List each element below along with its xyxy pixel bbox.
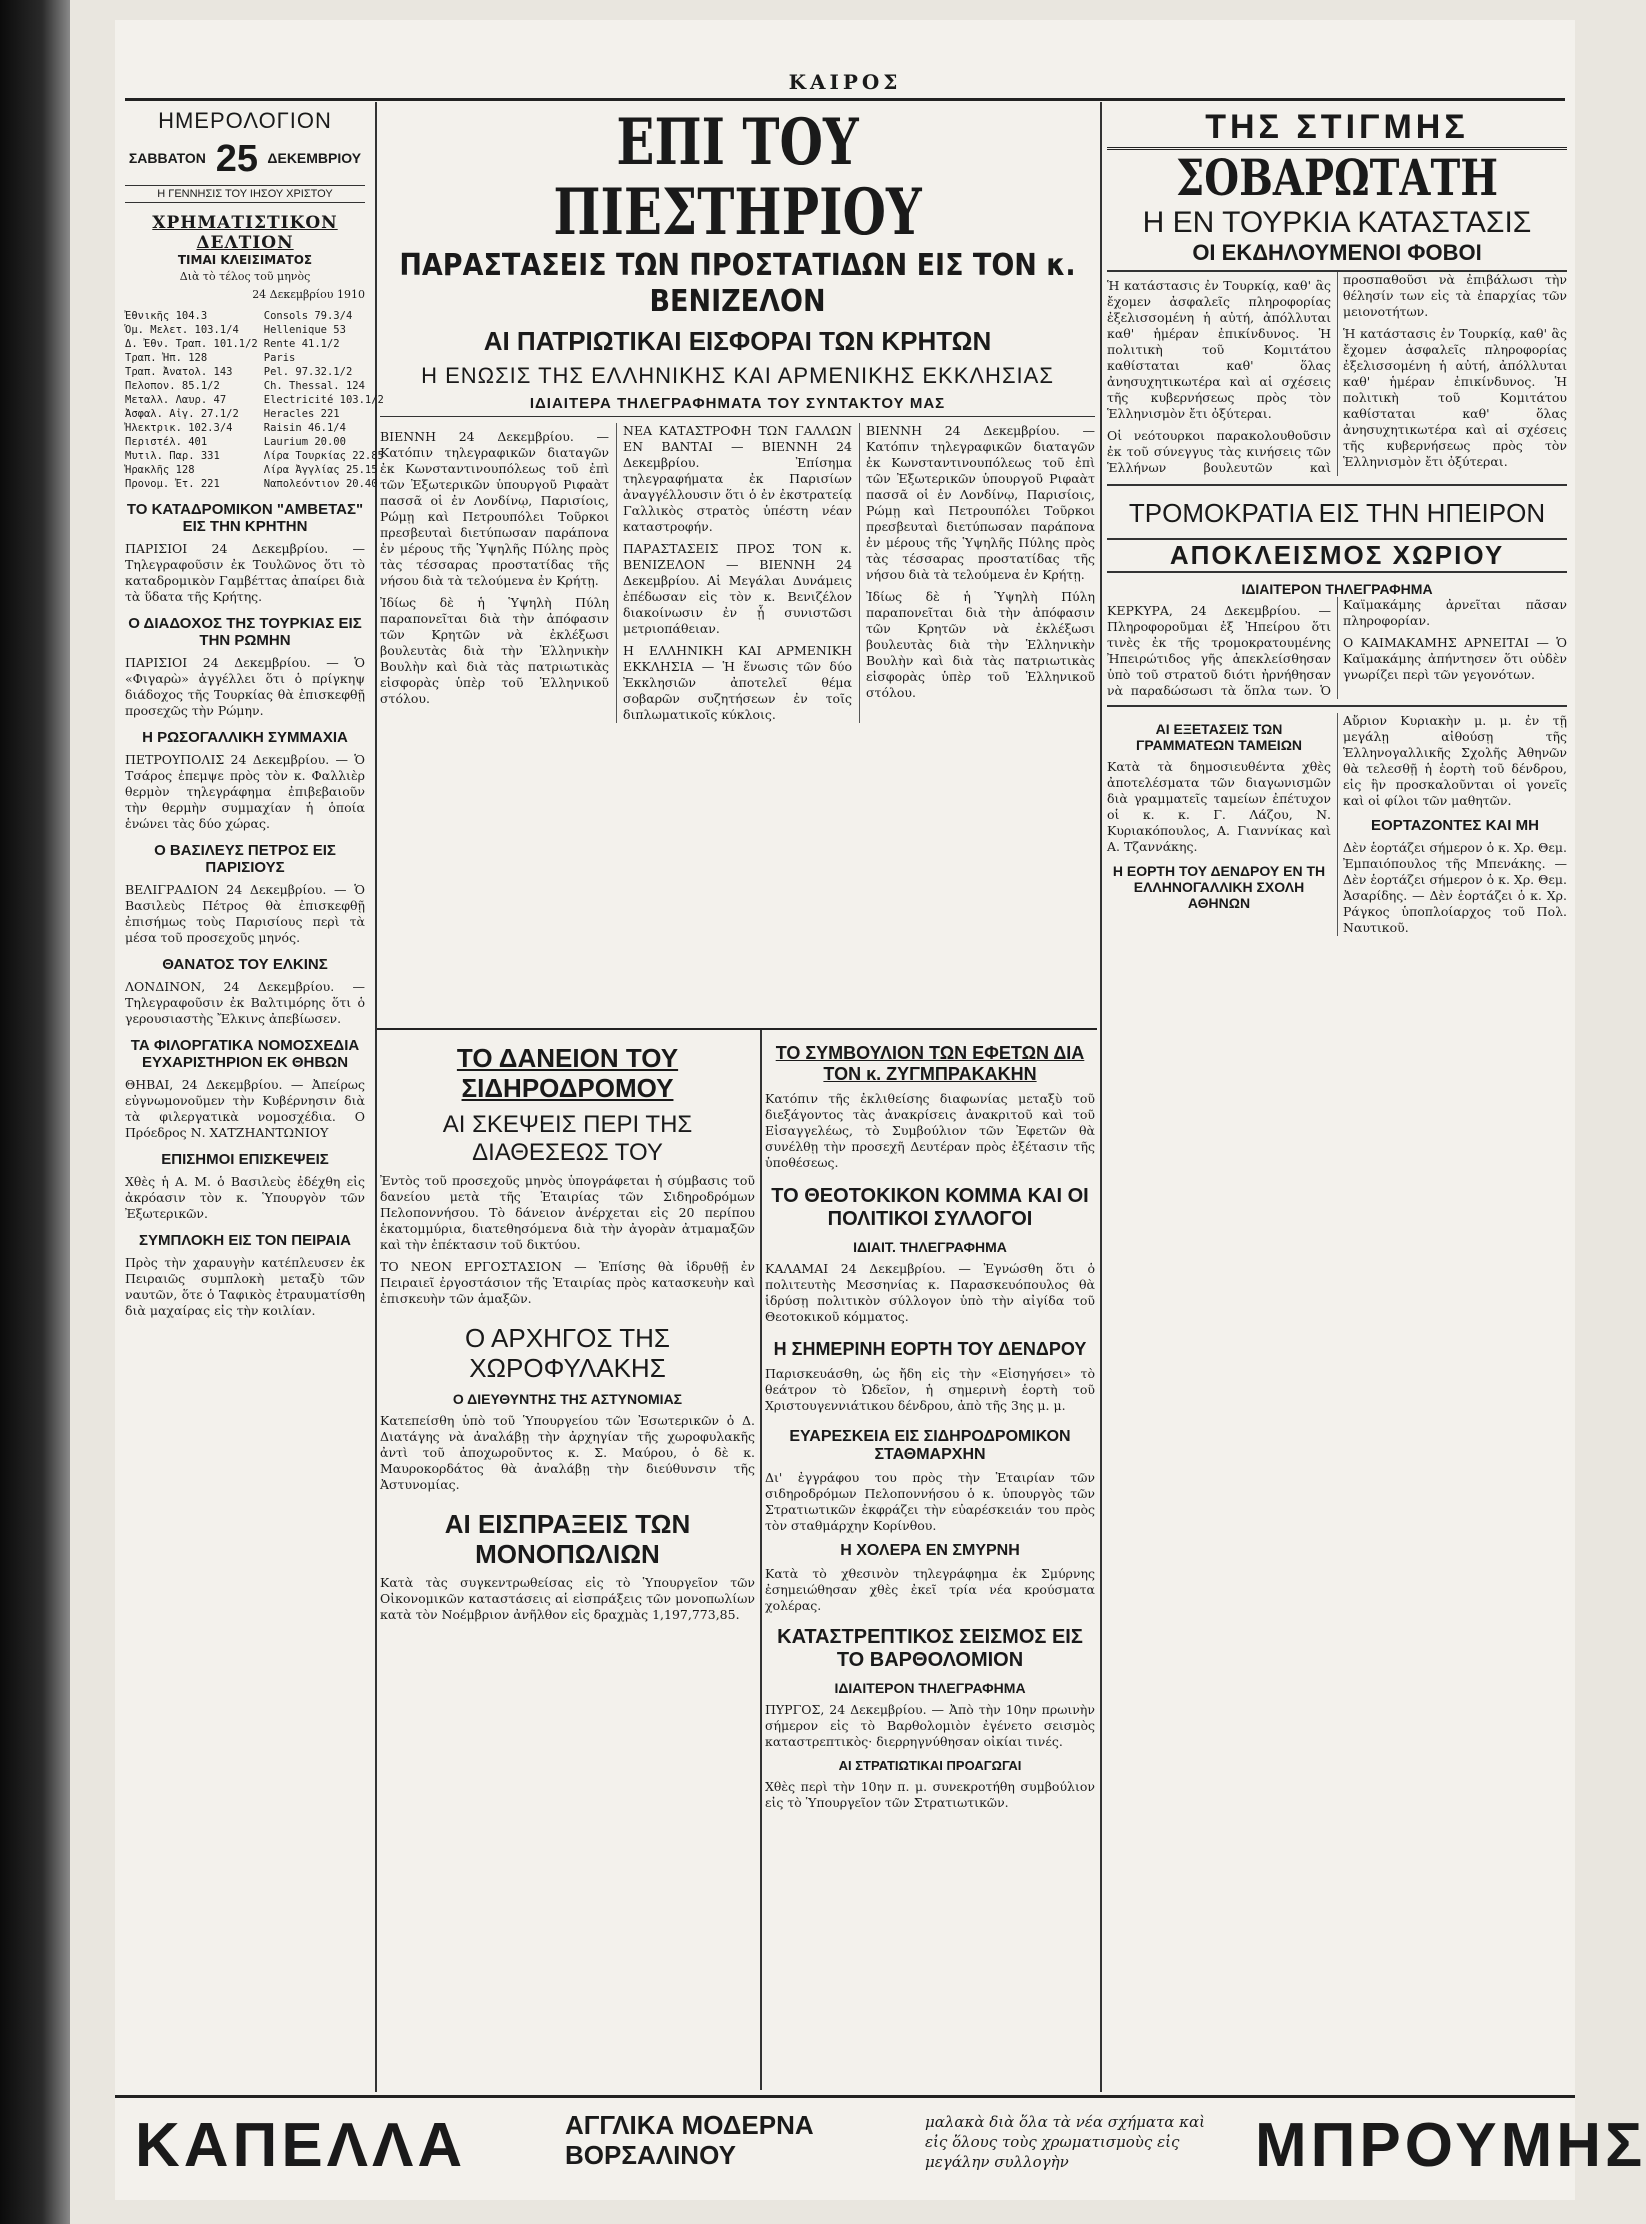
ad-merchant-name: ΜΠΡΟΥΜΗΣ <box>1255 2111 1646 2180</box>
calendar-subtitle: Η ΓΕΝΝΗΣΙΣ ΤΟΥ ΙΗΣΟΥ ΧΡΙΣΤΟΥ <box>125 185 365 203</box>
village-blockade-headline: ΑΠΟΚΛΕΙΣΜΟΣ ΧΩΡΙΟΥ <box>1107 538 1567 573</box>
article-paragraph: Ἰδίως δὲ ἡ Ὑψηλὴ Πύλη παραπονεῖται διὰ τὴν ἀπόφασιν τῶν Κρητῶν νὰ ἐκλέξωσι βουλευτὰς διὰ τὴν Ἑλληνικὴν Βουλὴν καὶ διὰ τὰς πατριωτικὰς εἰσφορὰς ὑπὲρ τοῦ Ἑλληνικοῦ στόλου. <box>866 589 1095 700</box>
quake-paragraph: ΠΥΡΓΟΣ, 24 Δεκεμβρίου. — Ἀπὸ τὴν 10ην πρωινὴν σήμερον εἰς τὸ Βαρθολομιὸν ἐγένετο σεισμὸς καταστρεπτικὸς· διερρηγνύθησαν οἰκίαι τινές. <box>765 1702 1095 1749</box>
price-row: Ναπολεόντιον 20.40 <box>263 478 378 490</box>
fears-headline: ΟΙ ΕΚΔΗΛΟΥΜΕΝΟΙ ΦΟΒΟΙ <box>1107 240 1567 272</box>
article-paragraph: Η ΕΛΛΗΝΙΚΗ ΚΑΙ ΑΡΜΕΝΙΚΗ ΕΚΚΛΗΣΙΑ — Ἡ ἕνωσις τῶν δύο Ἐκκλησιῶν ἀποτελεῖ θέμα σοβαρῶν συζητήσεων ἐν τοῖς διπλωματικοῖς κύκλοις. <box>623 643 852 722</box>
school-tree-headline: Η ΕΟΡΤΗ ΤΟΥ ΔΕΝΔΡΟΥ ΕΝ ΤΗ ΕΛΛΗΝΟΓΑΛΛΙΚΗ ΣΧΟΛΗ ΑΘΗΝΩΝ <box>1112 863 1326 911</box>
price-row: Ὁμ. Μελετ. 103.1/4 <box>125 324 239 336</box>
article-paragraph: Ἰδίως δὲ ἡ Ὑψηλὴ Πύλη παραπονεῖται διὰ τὴν ἀπόφασιν τῶν Κρητῶν νὰ ἐκλέξωσι βουλευτὰς διὰ τὴν Ἑλληνικὴν Βουλὴν καὶ διὰ τὰς πατριωτικὰς εἰσφορὰς ὑπὲρ τοῦ Ἑλληνικοῦ στόλου. <box>380 595 609 706</box>
price-row: Λίρα Τουρκίας 22.85 <box>263 450 384 462</box>
masthead: ΚΑΙΡΟΣ <box>788 70 902 94</box>
price-row: Hellenique 53 <box>263 324 346 336</box>
loan-headline: ΤΟ ΔΑΝΕΙΟΝ ΤΟΥ ΣΙΔΗΡΟΔΡΟΜΟΥ <box>456 1043 679 1103</box>
article-paragraph: ΒΙΕΝΝΗ 24 Δεκεμβρίου. — Κατόπιν τηλεγραφικῶν διαταγῶν ἐκ Κωνσταντινουπόλεως τοῦ ἐπὶ τῶν Ἐξωτερικῶν ὑπουργοῦ Ριφαὰτ πασσᾶ οἱ ἐν Λονδίνῳ, Παρισίοις, Ρώμῃ καὶ Πετρουπόλει Τοῦρκοι πρεσβευταὶ διετύπωσαν παράπονα ἐν μέρους τῆς Ὑψηλῆς Πύλης πρὸς τὰς τέσσαρας προστατίδας τῆς νήσου διὰ τὰ τελούμενα ἐν Κρήτῃ. <box>866 423 1095 582</box>
section-rule <box>1107 705 1567 707</box>
left-article-headline: ΤΑ ΦΙΛΟΡΓΑΤΙΚΑ ΝΟΜΟΣΧΕΔΙΑ ΕΥΧΑΡΙΣΤΗΡΙΟΝ ΕΚ ΘΗΒΩΝ <box>130 1037 360 1071</box>
loan-paragraph-2: ΤΟ ΝΕΟΝ ΕΡΓΟΣΤΑΣΙΟΝ — Ἐπίσης θὰ ἱδρυθῇ ἐν Πειραιεῖ ἐργοστάσιον τῆς Ἑταιρίας πρὸς κατασκευὴν καὶ ἐπισκευὴν τῶν ἁμαξῶν. <box>380 1259 755 1306</box>
turkey-paragraph-2: Οἱ νεότουρκοι παρακολουθοῦσιν ἐκ τοῦ σύνεγγυς τὰς κινήσεις τῶν Ἑλλήνων βουλευτῶν καὶ προσπαθοῦσι νὰ ἐπιβάλωσι τὴν θέλησίν των εἰς τὰ ἐπαρχίας τῶν μειονοτήτων. <box>1107 272 1567 475</box>
column-divider <box>1100 102 1102 2092</box>
moment-headline: ΤΗΣ ΣΤΙΓΜΗΣ <box>1107 108 1567 150</box>
calendar-day: 25 <box>215 138 259 180</box>
top-rule <box>125 98 1565 101</box>
center-lower-middle <box>765 1035 1095 2090</box>
party-headline: ΤΟ ΘΕΟΤΟΚΙΚΟΝ ΚΟΜΜΑ ΚΑΙ ΟΙ ΠΟΛΙΤΙΚΟΙ ΣΥΛΛΟΓΟΙ <box>771 1185 1089 1230</box>
calendar-month: ΔΕΚΕΜΒΡΙΟΥ <box>267 150 362 167</box>
left-article-headline: ΘΑΝΑΤΟΣ ΤΟΥ ΕΛΚΙΝΣ <box>162 956 328 973</box>
namedays-headline: ΕΟΡΤΑΖΟΝΤΕΣ ΚΑΙ ΜΗ <box>1371 817 1539 834</box>
column-divider <box>760 1030 762 2090</box>
terror-headline: ΤΡΟΜΟΚΡΑΤΙΑ ΕΙΣ ΤΗΝ ΗΠΕΙΡΟΝ <box>1128 498 1546 528</box>
exams-headline: ΑΙ ΕΞΕΤΑΣΕΙΣ ΤΩΝ ΓΡΑΜΜΑΤΕΩΝ ΤΑΜΕΙΩΝ <box>1135 721 1303 753</box>
price-row: Τραπ. Ἀνατολ. 143 <box>125 366 233 378</box>
calendar-weekday: ΣΑΒΒΑΤΟΝ <box>128 150 206 167</box>
tree-paragraph: Παρισκευάσθη, ὡς ἤδη εἰς τὴν «Εἰσηγήσει» τὸ θεάτρον τὸ Ὠδεῖον, ἡ σημερινὴ ἑορτὴ τοῦ Χριστουγεννιάτικου δένδρου, ἀπὸ τῆς 3ης μ. μ. <box>765 1366 1095 1413</box>
center-top <box>380 105 1095 1028</box>
price-row: Ἡρακλῆς 128 <box>125 464 195 476</box>
left-article-body: ΠΑΡΙΣΙΟΙ 24 Δεκεμβρίου. — Ὁ «Φιγαρὼ» ἀγγέλλει ὅτι ὁ πρίγκηψ διάδοχος τῆς Τουρκίας θὰ ἐπισκεφθῇ προσεχῶς τὴν Ρώμην. <box>125 655 365 718</box>
price-row: Heracles 221 <box>263 408 340 420</box>
exams-paragraph: Κατὰ τὰ δημοσιευθέντα χθὲς ἀποτελέσματα τῶν διαγωνισμῶν διὰ γραμματεῖς ταμείων ἐπέτυχον οἱ κ. κ. Γ. Λάζου, Ν. Κυριακόπουλος, Α. Γιαννίκας καὶ Α. Τζαννάκης. <box>1107 759 1331 854</box>
turkey-paragraph: Ἡ κατάστασις ἐν Τουρκίᾳ, καθ' ἃς ἔχομεν ἀσφαλεῖς πληροφορίας ἐξελισσομένη ἡ αὐτή, ἀπόλλυται καθ' ἡμέραν ἐπικίνδυνος. Ἡ πολιτικὴ τοῦ Κομιτάτου καθίσταται καθ' ὅλας ἀνησυχητικωτέρα καὶ αἱ σχέσεις τῆς κυβερνήσεως πρὸς τὸν Ἑλληνισμὸν ἔτι ὀξύτεραι. <box>1107 278 1331 421</box>
price-row: Laurium 20.00 <box>263 436 346 448</box>
tree-headline: Η ΣΗΜΕΡΙΝΗ ΕΟΡΤΗ ΤΟΥ ΔΕΝΔΡΟΥ <box>773 1339 1087 1359</box>
calendar-title: ΗΜΕΡΟΛΟΓΙΟΝ <box>158 108 332 133</box>
court-headline: ΤΟ ΣΥΜΒΟΥΛΙΟΝ ΤΩΝ ΕΦΕΤΩΝ ΔΙΑ ΤΟΝ κ. ΖΥΓΜΠΡΑΚΑΚΗΝ <box>775 1043 1085 1084</box>
main-headline: ΕΠΙ ΤΟΥ ΠΙΕΣΤΗΡΙΟΥ <box>553 105 922 250</box>
ad-description: μαλακὰ διὰ ὅλα τὰ νέα σχήματα καὶ εἰς ὅλους τοὺς χρωματισμοὺς εἰς μεγάλην συλλογὴν <box>925 2113 1205 2171</box>
police-paragraph: Κατεπείσθη ὑπὸ τοῦ Ὑπουργείου τῶν Ἐσωτερικῶν ὁ Δ. Διατάγης νὰ ἀναλάβῃ τὴν ἀρχηγίαν τῆς χωροφυλακῆς ἀντὶ τοῦ ἀποχωροῦντος κ. Σ. Μαύρου, ὁ δὲ κ. Μαυροκορδάτος θὰ ἀναλάβῃ τὴν διεύθυνσιν τῆς Ἀστυνομίας. <box>380 1413 755 1492</box>
main-subheadline-3: Η ΕΝΩΣΙΣ ΤΗΣ ΕΛΛΗΝΙΚΗΣ ΚΑΙ ΑΡΜΕΝΙΚΗΣ ΕΚΚΛΗΣΙΑΣ <box>421 363 1054 388</box>
price-row: Ch. Thessal. 124 <box>263 380 365 392</box>
terror-article-body <box>1107 597 1567 699</box>
turkey-headline: Η ΕΝ ΤΟΥΡΚΙΑ ΚΑΤΑΣΤΑΣΙΣ <box>1142 206 1532 239</box>
left-article-body: ΛΟΝΔΙΝΟΝ, 24 Δεκεμβρίου. — Τηλεγραφοῦσιν ἐκ Βαλτιμόρης ὅτι ὁ γερουσιαστὴς Ἔλκινς ἀπεβίωσεν. <box>125 979 365 1026</box>
quake-subheadline: ΙΔΙΑΙΤΕΡΟΝ ΤΗΛΕΓΡΑΦΗΜΑ <box>834 1680 1026 1696</box>
lower-right-body <box>1107 713 1567 936</box>
left-article-headline: Ο ΔΙΑΔΟΧΟΣ ΤΗΣ ΤΟΥΡΚΙΑΣ ΕΙΣ ΤΗΝ ΡΩΜΗΝ <box>128 615 362 649</box>
price-row: Ἀσφαλ. Αἰγ. 27.1/2 <box>125 408 239 420</box>
price-row: Περιστέλ. 401 <box>125 436 208 448</box>
namedays-paragraph: Δὲν ἑορτάζει σήμερον ὁ κ. Χρ. Θεμ. Ἐμπαιόπουλος τῆς Μπενάκης. — Δὲν ἑορτάζει σήμερον ὁ κ. Χρ. Θεμ. Ἀσαρίδης. — Δὲν ἑορτάζει ὁ κ. Χρ. Ράγκος ὑποπλοίαρχος τοῦ Πολ. Ναυτικοῦ. <box>1343 840 1567 935</box>
terror-subheadline: ΙΔΙΑΙΤΕΡΟΝ ΤΗΛΕΓΡΑΦΗΜΑ <box>1241 581 1433 597</box>
finance-note: Διὰ τὸ τέλος τοῦ μηνὸς <box>179 270 311 283</box>
left-article-headline: Ο ΒΑΣΙΛΕΥΣ ΠΕΤΡΟΣ ΕΙΣ ΠΑΡΙΣΙΟΥΣ <box>154 842 336 876</box>
ad-hats-word: ΚΑΠΕΛΛΑ <box>135 2111 467 2180</box>
price-row: Pel. 97.32.1/2 <box>263 366 353 378</box>
center-lower-left <box>380 1035 755 2090</box>
price-row: Τραπ. Ἠπ. 128 <box>125 352 208 364</box>
section-rule <box>377 1028 1097 1030</box>
loan-paragraph: Ἐντὸς τοῦ προσεχοῦς μηνὸς ὑπογράφεται ἡ σύμβασις τοῦ δανείου μετὰ τῆς Ἑταιρίας τῶν Σιδηροδρόμων Πελοποννήσου. Τὸ δάνειον ἀνέρχεται εἰς 20 περίπου ἑκατομμύρια, διατεθησόμενα διὰ τὴν ἀγορὰν ἀτμαμαξῶν καὶ τὴν ἐπέκτασιν τοῦ δικτύου. <box>380 1173 755 1252</box>
price-row: Προνομ. Ἐτ. 221 <box>125 478 220 490</box>
turkey-paragraph: Ἡ κατάστασις ἐν Τουρκίᾳ, καθ' ἃς ἔχομεν ἀσφαλεῖς πληροφορίας ἐξελισσομένη ἡ αὐτή, ἀπόλλυται καθ' ἡμέραν ἐπικίνδυνος. Ἡ πολιτικὴ τοῦ Κομιτάτου καθίσταται καθ' ὅλας ἀνησυχητικωτέρα καὶ αἱ σχέσεις τῆς κυβερνήσεως πρὸς τὸν Ἑλληνισμὸν ἔτι ὀξύτεραι. <box>1343 326 1567 469</box>
price-row: Ἐθνικῆς 104.3 <box>125 310 208 322</box>
price-row: Paris <box>263 352 296 364</box>
left-article-headline: Η ΡΩΣΟΓΑΛΛΙΚΗ ΣΥΜΜΑΧΙΑ <box>142 729 348 746</box>
terror-paragraph-2: Ο ΚΑΙΜΑΚΑΜΗΣ ΑΡΝΕΙΤΑΙ — Ὁ Καϊμακάμης ἀπήντησεν ὅτι οὐδὲν γνωρίζει περὶ τῶν γεγονότων. <box>1343 635 1567 682</box>
serious-headline: ΣΟΒΑΡΩΤΑΤΗ <box>1175 148 1498 207</box>
price-row: Μεταλλ. Λαυρ. 47 <box>125 394 227 406</box>
police-subheadline: Ο ΔΙΕΥΘΥΝΤΗΣ ΤΗΣ ΑΣΤΥΝΟΜΙΑΣ <box>452 1391 683 1407</box>
main-article-body <box>380 423 1095 723</box>
cholera-paragraph: Κατὰ τὸ χθεσινὸν τηλεγράφημα ἐκ Σμύρνης ἐσημειώθησαν χθὲς ἐκεῖ τρία νέα κρούσματα χολέρας. <box>765 1566 1095 1613</box>
left-article-headline: ΕΠΙΣΗΜΟΙ ΕΠΙΣΚΕΨΕΙΣ <box>161 1151 329 1168</box>
military-paragraph: Χθὲς περὶ τὴν 10ην π. μ. συνεκροτήθη συμβούλιον εἰς τὸ Ὑπουργεῖον τῶν Στρατιωτικῶν. <box>765 1779 1095 1810</box>
price-row: Raisin 46.1/4 <box>263 422 346 434</box>
monopoly-paragraph: Κατὰ τὰς συγκεντρωθείσας εἰς τὸ Ὑπουργεῖον τῶν Οἰκονομικῶν καταστάσεις αἱ εἰσπράξεις τῶν μονοπωλίων κατὰ τὸν Νοέμβριον ἀνῆλθον εἰς δραχμὰς 1,197,773,85. <box>380 1575 755 1622</box>
left-article-body: ΘΗΒΑΙ, 24 Δεκεμβρίου. — Ἀπείρως εὐγνωμονοῦμεν τὴν Κυβέρνησιν διὰ τὰ φιλεργατικὰ νομοσχέδια. Ο Πρόεδρος Ν. ΧΑΤΖΗΑΝΤΩΝΙΟΥ <box>125 1077 365 1140</box>
main-subheadline-4: ΙΔΙΑΙΤΕΡΑ ΤΗΛΕΓΡΑΦΗΜΑΤΑ ΤΟΥ ΣΥΝΤΑΚΤΟΥ ΜΑΣ <box>380 395 1095 417</box>
left-articles <box>125 501 365 1319</box>
left-column <box>125 108 384 2088</box>
finance-heading: ΧΡΗΜΑΤΙΣΤΙΚΟΝ ΔΕΛΤΙΟΝ <box>152 213 338 253</box>
rail-headline: ΕΥΑΡΕΣΚΕΙΑ ΕΙΣ ΣΙΔΗΡΟΔΡΟΜΙΚΟΝ ΣΤΑΘΜΑΡΧΗΝ <box>789 1428 1071 1463</box>
loan-subheadline: ΑΙ ΣΚΕΨΕΙΣ ΠΕΡΙ ΤΗΣ ΔΙΑΘΕΣΕΩΣ ΤΟΥ <box>442 1111 693 1166</box>
main-subheadline: ΠΑΡΑΣΤΑΣΕΙΣ ΤΩΝ ΠΡΟΣΤΑΤΙΔΩΝ ΕΙΣ ΤΟΝ κ. ΒΕΝΙΖΕΛΟΝ <box>399 248 1076 319</box>
cholera-headline: Η ΧΟΛΕΡΑ ΕΝ ΣΜΥΡΝΗ <box>840 1542 1020 1559</box>
left-article-headline: ΤΟ ΚΑΤΑΔΡΟΜΙΚΟΝ "ΑΜΒΕΤΑΣ" ΕΙΣ ΤΗΝ ΚΡΗΤΗΝ <box>126 501 364 535</box>
price-row: Μυτιλ. Παρ. 331 <box>125 450 220 462</box>
price-row: Rente 41.1/2 <box>263 338 340 350</box>
right-column <box>1107 108 1567 2088</box>
price-row: Electricité 103.1/2 <box>263 394 384 406</box>
ad-line-1: ΑΓΓΛΙΚΑ ΜΟΔΕΡΝΑ <box>565 2110 814 2140</box>
terror-paragraph: ΚΕΡΚΥΡΑ, 24 Δεκεμβρίου. — Πληροφοροῦμαι ἐξ Ἠπείρου ὅτι τινὲς ἐκ τῆς τρομοκρατουμένης Ἠπειρώτιδος γῆς ἀπεκλείσθησαν ὑπὸ τοῦ στρατοῦ διότι ἠρνήθησαν νὰ παραδώσωσι τὰ ὅπλα των. Ὁ Καϊμακάμης ἀρνεῖται πᾶσαν πληροφορίαν. <box>1107 597 1567 698</box>
left-article-body: Πρὸς τὴν χαραυγὴν κατέπλευσεν ἐκ Πειραιῶς συμπλοκὴ μεταξὺ τῶν ναυτῶν, ὅτε ὁ Ταφικὸς ἐτραυματίσθη διὰ μαχαίρας εἰς τὴν κοιλίαν. <box>125 1255 365 1318</box>
military-headline: ΑΙ ΣΤΡΑΤΙΩΤΙΚΑΙ ΠΡΟΑΓΩΓΑΙ <box>838 1758 1022 1773</box>
price-table <box>125 309 384 491</box>
monopoly-headline: ΑΙ ΕΙΣΠΡΑΞΕΙΣ ΤΩΝ ΜΟΝΟΠΩΛΙΩΝ <box>444 1509 691 1569</box>
section-rule <box>1107 484 1567 486</box>
price-row: Πελοπον. 85.1/2 <box>125 380 220 392</box>
turkey-article-body <box>1107 272 1567 476</box>
left-article-body: ΠΑΡΙΣΙΟΙ 24 Δεκεμβρίου. — Τηλεγραφοῦσιν ἐκ Τουλῶνος ὅτι τὸ καταδρομικὸν Γαμβέττας ἀπαίρει διὰ τὰ ὕδατα τῆς Κρήτης. <box>125 541 365 604</box>
ad-hat-types <box>565 2110 814 2170</box>
price-row: Ἠλεκτρικ. 102.3/4 <box>125 422 233 434</box>
main-subheadline-2: ΑΙ ΠΑΤΡΙΩΤΙΚΑΙ ΕΙΣΦΟΡΑΙ ΤΩΝ ΚΡΗΤΩΝ <box>483 326 992 356</box>
rail-paragraph: Δι' ἐγγράφου του πρὸς τὴν Ἑταιρίαν τῶν σιδηροδρόμων Πελοποννήσου ὁ κ. ὑπουργὸς τῶν Στρατιωτικῶν ἐκφράζει τὴν εὐαρέσκειάν του πρὸς τὸν σταθμάρχην Κορίνθου. <box>765 1470 1095 1533</box>
court-paragraph: Κατόπιν τῆς ἐκλιθείσης διαφωνίας μεταξὺ τοῦ διεξάγοντος τὰς ἀνακρίσεις ἀνακριτοῦ καὶ τοῦ Εἰσαγγελέως, τὸ Συμβούλιον τῶν Ἐφετῶν θὰ συνέλθῃ τὴν προσεχῆ Δευτέραν πρὸς ἐξέτασιν τῆς ὑποθέσεως. <box>765 1091 1095 1170</box>
left-article-body: ΒΕΛΙΓΡΑΔΙΟΝ 24 Δεκεμβρίου. — Ὁ Βασιλεὺς Πέτρος θὰ ἐπισκεφθῇ ἐπισήμως τοὺς Παρισίους περὶ τὰ μέσα τοῦ προσεχοῦς μηνός. <box>125 882 365 945</box>
ad-line-2: ΒΟΡΣΑΛΙΝΟΥ <box>565 2140 736 2170</box>
scan-shadow <box>0 0 70 2224</box>
finance-subheading: ΤΙΜΑΙ ΚΛΕΙΣΙΜΑΤΟΣ <box>177 253 313 267</box>
left-article-body: ΠΕΤΡΟΥΠΟΛΙΣ 24 Δεκεμβρίου. — Ὁ Τσάρος ἐπεμψε πρὸς τὸν κ. Φαλλιὲρ θερμὸν τηλεγράφημα ἐπιβεβαιοῦν τὴν θερμὴν συμμαχίαν ἡ ὁποία ἑνώνει τὰς δύο χώρας. <box>125 752 365 831</box>
party-paragraph: ΚΑΛΑΜΑΙ 24 Δεκεμβρίου. — Ἐγνώσθη ὅτι ὁ πολιτευτὴς Μεσσηνίας κ. Παρασκευόπουλος θὰ ἱδρύσῃ πολιτικὸν σύλλογον ὑπὸ τὴν αἰγίδα τοῦ Θεοτοκικοῦ κόμματος. <box>765 1261 1095 1324</box>
left-article-headline: ΣΥΜΠΛΟΚΗ ΕΙΣ ΤΟΝ ΠΕΙΡΑΙΑ <box>138 1232 352 1249</box>
newspaper-page <box>115 20 1646 2200</box>
left-article-body: Χθὲς ἡ Α. Μ. ὁ Βασιλεὺς ἐδέχθη εἰς ἀκρόασιν τὸν κ. Ὑπουργὸν τῶν Ἐξωτερικῶν. <box>125 1174 365 1221</box>
party-subheadline: ΙΔΙΑΙΤ. ΤΗΛΕΓΡΑΦΗΜΑ <box>853 1239 1007 1255</box>
calendar-date <box>125 138 365 181</box>
article-paragraph: ΝΕΑ ΚΑΤΑΣΤΡΟΦΗ ΤΩΝ ΓΑΛΛΩΝ ΕΝ ΒΑΝΤΑΙ — ΒΙΕΝΝΗ 24 Δεκεμβρίου. Ἐπίσημα τηλεγραφήματα ἐκ Παρισίων ἀναγγέλλουσιν ὅτι ὁ ἐν ἐκστρατείᾳ Γαλλικὸς στρατὸς ὑπέστη νέαν καταστροφήν. <box>623 423 852 534</box>
article-paragraph: ΒΙΕΝΝΗ 24 Δεκεμβρίου. — Κατόπιν τηλεγραφικῶν διαταγῶν ἐκ Κωνσταντινουπόλεως τοῦ ἐπὶ τῶν Ἐξωτερικῶν ὑπουργοῦ Ριφαὰτ πασσᾶ οἱ ἐν Λονδίνῳ, Παρισίοις, Ρώμῃ καὶ Πετρουπόλει Τοῦρκοι πρεσβευταὶ διετύπωσαν παράπονα ἐν μέρους τῆς Ὑψηλῆς Πύλης πρὸς τὰς τέσσαρας προστατίδας τῆς νήσου διὰ τὰ τελούμενα ἐν Κρήτῃ. <box>380 429 609 588</box>
footer-advertisement <box>115 2095 1646 2188</box>
price-row: Λίρα Ἀγγλίας 25.15 <box>263 464 378 476</box>
police-headline: Ο ΑΡΧΗΓΟΣ ΤΗΣ ΧΩΡΟΦΥΛΑΚΗΣ <box>465 1323 670 1383</box>
school-tree-paragraph: Αὔριον Κυριακὴν μ. μ. ἐν τῇ μεγάλῃ αἰθούσῃ τῆς Ἑλληνογαλλικῆς Σχολῆς Ἀθηνῶν θὰ τελεσθῇ ἡ ἑορτὴ τοῦ δένδρου, εἰς ἣν προσκαλοῦνται οἱ γονεῖς καὶ οἱ φίλοι τῶν μαθητῶν. <box>1343 713 1567 808</box>
quake-headline: ΚΑΤΑΣΤΡΕΠΤΙΚΟΣ ΣΕΙΣΜΟΣ ΕΙΣ ΤΟ ΒΑΡΘΟΛΟΜΙΟΝ <box>777 1626 1083 1671</box>
price-row: Δ. Ἐθν. Τραπ. 101.1/2 <box>125 338 258 350</box>
article-paragraph: ΠΑΡΑΣΤΑΣΕΙΣ ΠΡΟΣ ΤΟΝ κ. ΒΕΝΙΖΕΛΟΝ — ΒΙΕΝΝΗ 24 Δεκεμβρίου. Αἱ Μεγάλαι Δυνάμεις ἐπέδωσαν εἰς τὸν κ. Βενιζέλον διακοίνωσιν ἐν ᾗ συνιστῶσι μετριοπάθειαν. <box>623 541 852 636</box>
price-row: Consols 79.3/4 <box>263 310 353 322</box>
finance-date: 24 Δεκεμβρίου 1910 <box>252 288 365 301</box>
